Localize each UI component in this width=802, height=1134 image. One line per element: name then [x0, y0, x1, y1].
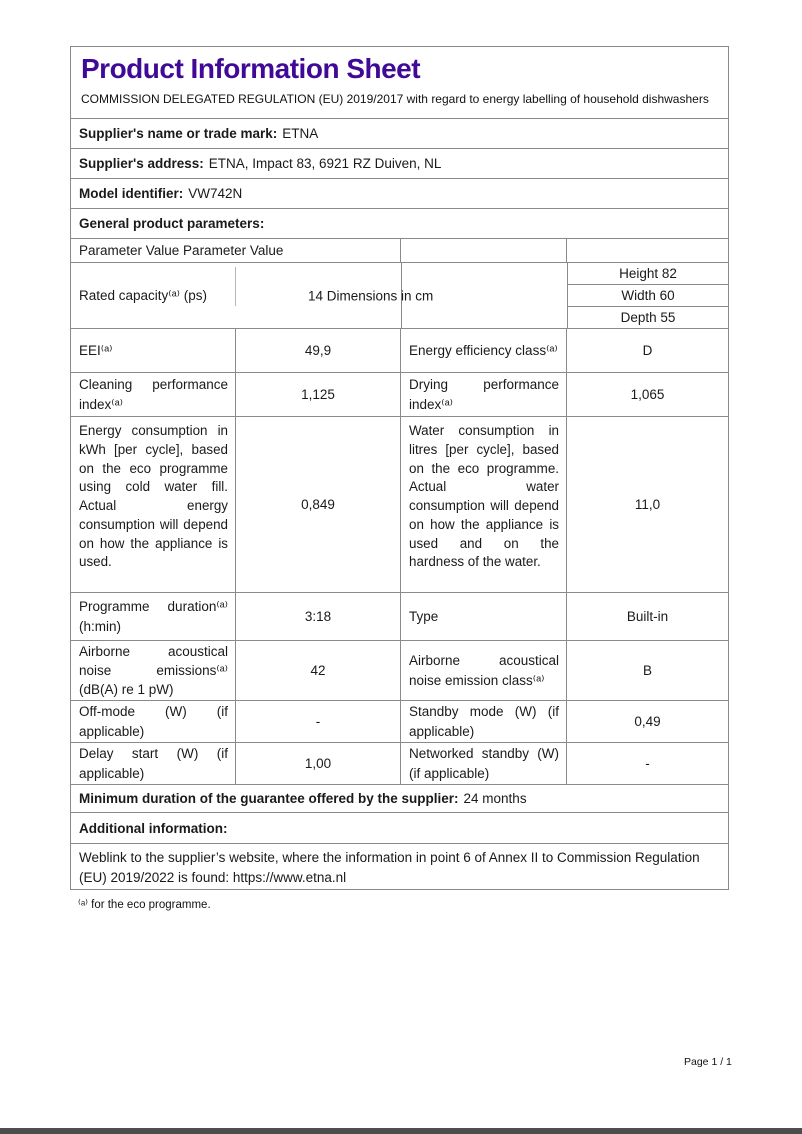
networked-standby-label-cell: Networked standby (W) (if applicable): [401, 743, 567, 784]
general-parameters-row: [71, 208, 728, 238]
dimension-width: Width 60: [568, 285, 728, 307]
noise-class-label-cell: Airborne acoustical noise emission class⁽ᵃ⁾: [401, 641, 567, 700]
additional-information-row: [71, 812, 728, 843]
supplier-name-value: ETNA: [282, 126, 319, 141]
off-mode-value-cell: -: [236, 701, 401, 742]
networked-standby-value-cell: -: [645, 756, 650, 771]
additional-information-label: Additional information:: [79, 820, 228, 836]
eei-row: [71, 328, 728, 372]
partial-divider: [235, 267, 236, 306]
empty-header-cell: [401, 239, 567, 262]
eei-value-cell: 49,9: [236, 329, 401, 372]
dimension-height: Height 82: [568, 263, 728, 285]
programme-duration-row: [71, 592, 728, 640]
dimension-depth: Depth 55: [620, 310, 676, 325]
water-consumption-value-cell: 11,0: [634, 497, 661, 512]
page-title: Product Information Sheet: [81, 53, 421, 84]
standby-mode-label-cell: Standby mode (W) (if applicable): [401, 701, 567, 742]
eco-programme-footnote: ⁽ᵃ⁾ for the eco programme.: [78, 899, 211, 911]
weblink-row: [71, 843, 728, 889]
drying-index-value-cell: 1,065: [630, 387, 665, 402]
model-identifier-value: VW742N: [188, 186, 243, 201]
noise-emissions-label-cell: Airborne acoustical noise emissions⁽ᵃ⁾ (dB(A) re 1 pW): [71, 641, 236, 700]
energy-consumption-label-cell: Energy consumption in kWh [per cycle], based on the eco programme using cold water fill. Actual energy consumption will depend on how the appliance is used.: [71, 417, 236, 592]
weblink-text: Weblink to the supplier’s website, where the information in point 6 of Annex II to Commission Regulation (EU) 2019/2022 is found:: [79, 850, 700, 886]
rated-capacity-row: [71, 262, 728, 328]
delay-start-row: [71, 742, 728, 784]
supplier-address-value: ETNA, Impact 83, 6921 RZ Duiven, NL: [208, 156, 442, 171]
parameter-header-row: [71, 238, 728, 262]
page-number: Page 1 / 1: [684, 1056, 732, 1068]
supplier-name-label: Supplier's name or trade mark:: [79, 126, 278, 141]
energy-water-consumption-row: [71, 416, 728, 592]
dimensions-cells: [568, 263, 728, 328]
guarantee-row: [71, 784, 728, 812]
programme-duration-value-cell: 3:18: [236, 593, 401, 640]
eei-label-cell: EEI⁽ᵃ⁾: [71, 329, 236, 372]
standby-mode-value-cell: 0,49: [634, 714, 661, 729]
model-identifier-label: Model identifier:: [79, 186, 184, 201]
supplier-address-row: [71, 148, 728, 178]
energy-class-label-cell: Energy efficiency class⁽ᵃ⁾: [401, 329, 567, 372]
rated-capacity-label: Rated capacity⁽ᵃ⁾ (ps): [79, 287, 207, 303]
header-block: [71, 47, 728, 118]
type-value-cell: Built-in: [626, 609, 669, 624]
cleaning-drying-row: [71, 372, 728, 416]
delay-start-value-cell: 1,00: [236, 743, 401, 784]
empty-header-cell: [567, 239, 728, 262]
water-consumption-label-cell: Water consumption in litres [per cycle], based on the eco programme. Actual water consumption will depend on how the appliance is used and on the hardness of the water.: [401, 417, 567, 592]
energy-consumption-value-cell: 0,849: [236, 417, 401, 592]
noise-emissions-value-cell: 42: [236, 641, 401, 700]
guarantee-label: Minimum duration of the guarantee offered by the supplier:: [79, 791, 459, 806]
type-label-cell: Type: [401, 593, 567, 640]
cleaning-index-label-cell: Cleaning performance index⁽ᵃ⁾: [71, 373, 236, 416]
guarantee-value: 24 months: [463, 791, 527, 806]
noise-class-value-cell: B: [642, 663, 652, 678]
product-information-sheet: [70, 46, 729, 890]
cleaning-index-value-cell: 1,125: [236, 373, 401, 416]
rated-capacity-value-and-dimensions-label: 14 Dimensions in cm: [308, 288, 434, 303]
off-mode-label-cell: Off-mode (W) (if applicable): [71, 701, 236, 742]
general-parameters-label: General product parameters:: [79, 216, 265, 231]
off-mode-row: [71, 700, 728, 742]
acoustical-noise-row: [71, 640, 728, 700]
regulation-subtitle: COMMISSION DELEGATED REGULATION (EU) 2019/2017 with regard to energy labelling of household dishwashers: [81, 92, 709, 106]
supplier-name-row: [71, 118, 728, 148]
delay-start-label-cell: Delay start (W) (if applicable): [71, 743, 236, 784]
supplier-address-label: Supplier's address:: [79, 156, 204, 171]
supplier-website-link[interactable]: https://www.etna.nl: [232, 870, 347, 886]
footer-bar: [0, 1128, 802, 1134]
parameter-header-cell: Parameter Value Parameter Value: [71, 239, 401, 262]
energy-class-value-cell: D: [642, 343, 653, 358]
programme-duration-label-cell: Programme duration⁽ᵃ⁾ (h:min): [71, 593, 236, 640]
model-identifier-row: [71, 178, 728, 208]
drying-index-label-cell: Drying performance index⁽ᵃ⁾: [401, 373, 567, 416]
